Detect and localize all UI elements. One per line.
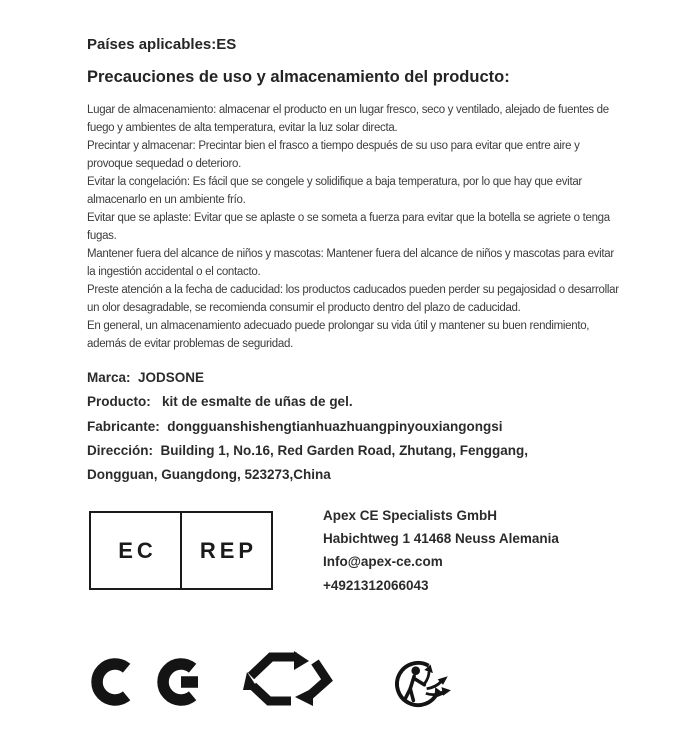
applicable-countries-line: Países aplicables:ES	[87, 36, 237, 53]
rep-email: Info@apex-ce.com	[323, 554, 443, 570]
text-line: un olor desagradable, se recomienda consumir el producto dentro del plazo de caducidad.	[87, 302, 521, 314]
text-line: Evitar la congelación: Es fácil que se congele y solidifique a baja temperatura, por lo que hay que evitar	[87, 176, 582, 188]
text-line: provoque sequedad o deterioro.	[87, 158, 242, 170]
address-label: Dirección:	[87, 442, 154, 458]
text-line: Mantener fuera del alcance de niños y mascotas: Mantener fuera del alcance de niños y mascotas para evitar	[87, 248, 614, 260]
text-line: almacenarlo en un ambiente frío.	[87, 194, 246, 206]
text-line: Precintar y almacenar: Precintar bien el frasco a tiempo después de su uso para evitar que entre aire y	[87, 140, 580, 152]
brand-value: JODSONE	[130, 370, 205, 385]
manufacturer-row	[87, 415, 528, 439]
ec-rep-right-label: REP	[180, 513, 271, 588]
ce-mark-icon	[91, 657, 209, 707]
manufacturer-label: Fabricante:	[87, 418, 160, 434]
recycling-arrows-icon	[243, 650, 335, 708]
brand-row	[87, 366, 528, 390]
ec-rep-left-label: EC	[118, 537, 157, 563]
address-value-2: Dongguan, Guangdong, 523273,China	[87, 467, 331, 483]
product-value: kit de esmalte de uñas de gel.	[150, 394, 353, 410]
rep-address: Habichtweg 1 41468 Neuss Alemania	[323, 531, 559, 547]
product-row	[87, 390, 528, 414]
text-line: Lugar de almacenamiento: almacenar el producto en un lugar fresco, seco y ventilado, alejado de fuentes de	[87, 104, 609, 116]
brand-label: Marca:	[87, 370, 131, 385]
manufacturer-value: dongguanshishengtianhuazhuangpinyouxiangongsi	[159, 418, 503, 434]
text-line: Preste atención a la fecha de caducidad: los productos caducados pueden perder su pegajosidad o desarrollar	[87, 284, 619, 296]
text-line: Evitar que se aplaste: Evitar que se aplaste o se someta a fuerza para evitar que la botella se agriete o tenga	[87, 212, 610, 224]
text-line: la ingestión accidental o el contacto.	[87, 266, 261, 278]
precautions-title: Precauciones de uso y almacenamiento del producto:	[87, 68, 510, 86]
ec-rep-box	[89, 511, 273, 590]
eu-representative-contact	[323, 504, 559, 597]
precautions-text	[87, 101, 619, 353]
address-value: Building 1, No.16, Red Garden Road, Zhutang, Fenggang,	[153, 442, 529, 458]
rep-phone: +4921312066043	[323, 577, 429, 593]
product-info-block	[87, 366, 528, 487]
text-line: En general, un almacenamiento adecuado puede prolongar su vida útil y mantener su buen rendimiento,	[87, 320, 590, 332]
rep-company-name: Apex CE Specialists GmbH	[323, 508, 498, 523]
triman-disposal-icon	[389, 659, 469, 709]
address-row	[87, 439, 528, 463]
text-line: además de evitar problemas de seguridad.	[87, 338, 293, 350]
text-line: fuego y ambientes de alta temperatura, evitar la luz solar directa.	[87, 122, 398, 134]
text-line: fugas.	[87, 230, 117, 242]
address-row-2	[87, 463, 528, 487]
product-label: Producto:	[87, 394, 151, 410]
